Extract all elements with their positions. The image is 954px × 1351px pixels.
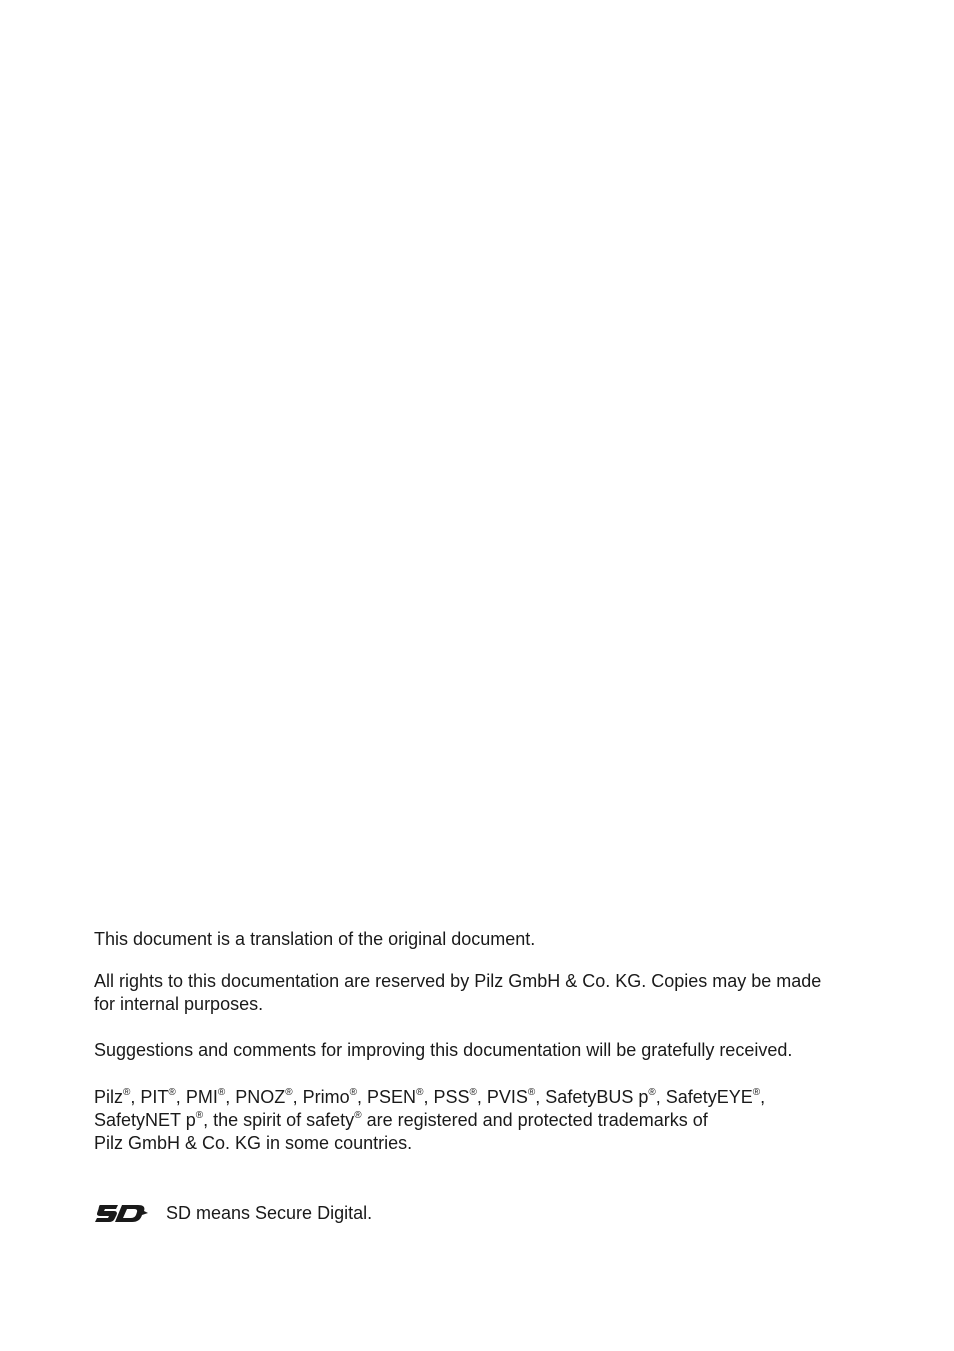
suggestions-text: Suggestions and comments for improving this documentation will be gratefully received. <box>94 1040 793 1060</box>
registered-mark: ® <box>752 1087 761 1098</box>
trademark-name: PVIS <box>486 1087 528 1107</box>
suggestions-notice <box>94 1039 874 1062</box>
trademark-separator: are registered and protected trademarks of <box>361 1110 708 1130</box>
trademark-separator: , <box>476 1087 487 1107</box>
rights-notice <box>94 970 874 1016</box>
trademark-name: Primo <box>302 1087 350 1107</box>
trademark-name: PMI <box>185 1087 218 1107</box>
trademark-name: Pilz <box>94 1087 124 1107</box>
registered-mark: ® <box>527 1087 536 1098</box>
trademark-separator: , <box>760 1087 766 1107</box>
registered-mark: ® <box>217 1087 226 1098</box>
registered-mark: ® <box>285 1087 293 1098</box>
rights-text-line-2: for internal purposes. <box>94 994 264 1014</box>
trademark-separator: , <box>292 1087 303 1107</box>
trademark-name: PSEN <box>367 1087 417 1107</box>
registered-mark: ® <box>648 1087 656 1098</box>
registered-mark: ® <box>195 1110 204 1121</box>
trademark-separator: , <box>225 1087 236 1107</box>
trademark-separator: , <box>203 1110 214 1130</box>
trademarks-line-1 <box>94 1086 874 1109</box>
trademark-name: PNOZ <box>235 1087 286 1107</box>
trademark-separator: , <box>130 1087 141 1107</box>
sd-text: SD means Secure Digital. <box>166 1202 373 1223</box>
registered-mark: ® <box>469 1087 477 1098</box>
trademark-name: the spirit of safety <box>213 1110 355 1130</box>
trademark-name: PIT <box>140 1087 169 1107</box>
translation-text: This document is a translation of the original document. <box>94 929 536 949</box>
registered-mark: ® <box>349 1087 358 1098</box>
registered-mark: ® <box>123 1087 131 1098</box>
trademarks-notice <box>94 1086 874 1155</box>
registered-mark: ® <box>354 1110 362 1121</box>
sd-notice <box>94 1200 372 1226</box>
trademark-separator: , <box>535 1087 546 1107</box>
trademark-name: SafetyBUS p <box>545 1087 649 1107</box>
trademark-separator: , <box>175 1087 186 1107</box>
trademarks-line-3: Pilz GmbH & Co. KG in some countries. <box>94 1133 413 1153</box>
trademark-separator: , <box>357 1087 368 1107</box>
registered-mark: ® <box>168 1087 176 1098</box>
translation-notice <box>94 928 874 951</box>
trademarks-line-2 <box>94 1109 874 1132</box>
rights-text-line-1: All rights to this documentation are reserved by Pilz GmbH & Co. KG. Copies may be made <box>94 971 822 991</box>
trademark-name: PSS <box>433 1087 470 1107</box>
registered-mark: ® <box>416 1087 424 1098</box>
sd-card-logo-icon <box>94 1202 150 1224</box>
trademark-name: SafetyNET p <box>94 1110 196 1130</box>
trademark-separator: , <box>423 1087 434 1107</box>
trademark-name: SafetyEYE <box>665 1087 753 1107</box>
trademark-separator: , <box>655 1087 666 1107</box>
